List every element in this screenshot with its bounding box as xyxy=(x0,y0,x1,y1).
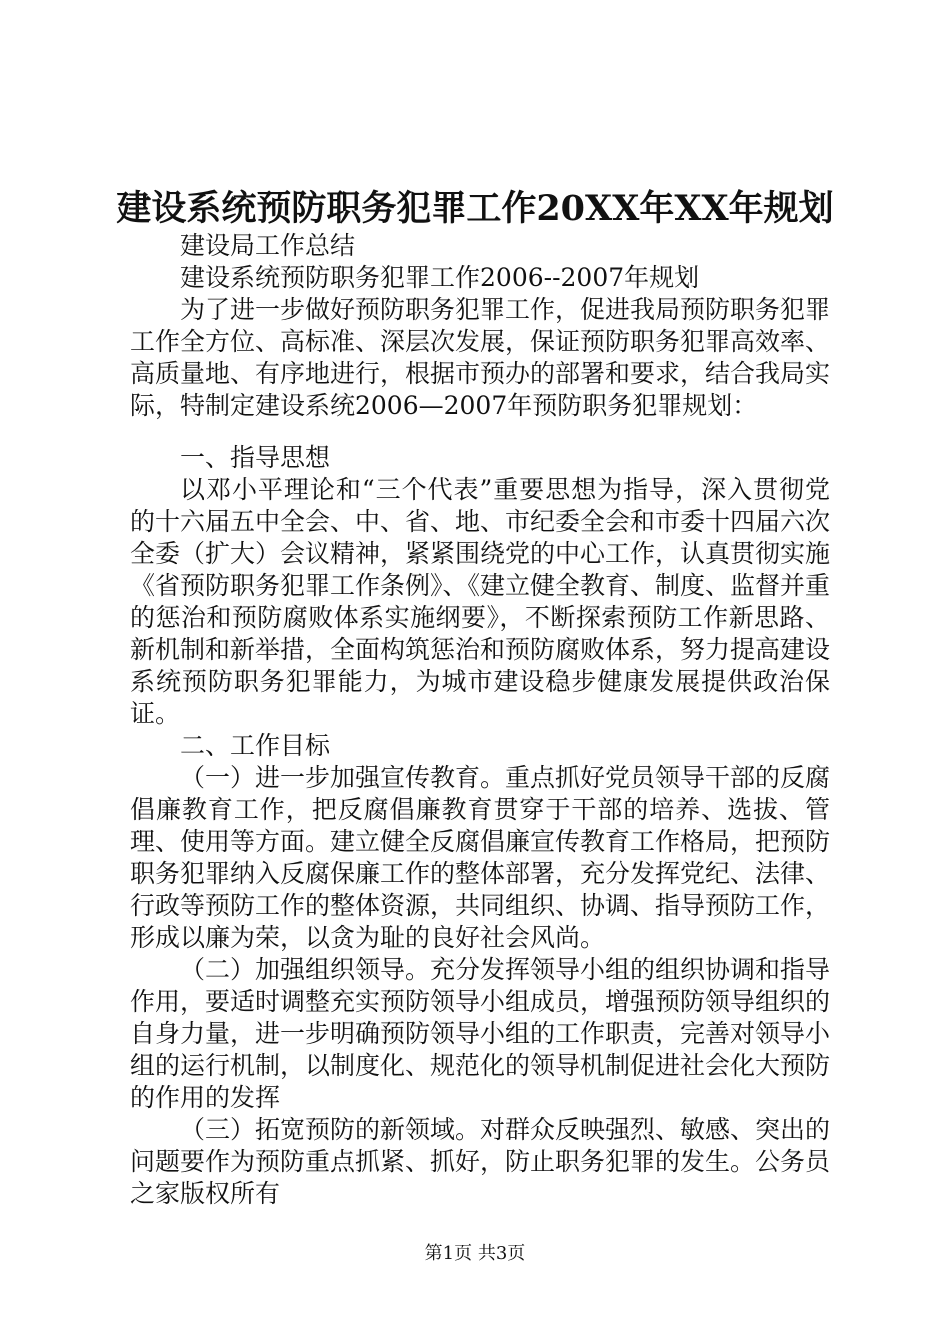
section-heading-work-goals: 二、工作目标 xyxy=(180,731,331,760)
goal-paragraph-3: （三）拓宽预防的新领域。对群众反映强烈、敏感、突出的问题要作为预防重点抓紧、抓好，防止职务犯罪的发生。公务员之家版权所有 xyxy=(130,1115,831,1208)
section-heading-guiding-thought: 一、指导思想 xyxy=(180,443,331,472)
subtitle-line: 建设局工作总结 xyxy=(180,231,356,260)
goal-paragraph-2: （二）加强组织领导。充分发挥领导小组的组织协调和指导作用，要适时调整充实预防领导小组成员，增强预防领导组织的自身力量，进一步明确预防领导小组的工作职责，完善对领导小组的运行机制，以制度化、规范化的领导机制促进社会化大预防的作用的发挥 xyxy=(130,955,831,1112)
intro-paragraph: 为了进一步做好预防职务犯罪工作，促进我局预防职务犯罪工作全方位、高标准、深层次发展，保证预防职务犯罪高效率、高质量地、有序地进行，根据市预办的部署和要求，结合我局实际，特制定建设系统2006—2007年预防职务犯罪规划： xyxy=(130,295,831,420)
document-title: 建设系统预防职务犯罪工作20XX年XX年规划 xyxy=(116,188,834,229)
goal-paragraph-1: （一）进一步加强宣传教育。重点抓好党员领导干部的反腐倡廉教育工作，把反腐倡廉教育贯穿于干部的培养、选拔、管理、使用等方面。建立健全反腐倡廉宣传教育工作格局，把预防职务犯罪纳入反腐保廉工作的整体部署，充分发挥党纪、法律、行政等预防工作的整体资源，共同组织、协调、指导预防工作，形成以廉为荣，以贪为耻的良好社会风尚。 xyxy=(130,763,831,952)
plan-heading-line: 建设系统预防职务犯罪工作2006--2007年规划 xyxy=(180,263,700,292)
document-body xyxy=(130,230,830,1210)
page-number-footer: 第1页 共3页 xyxy=(424,1243,526,1264)
guiding-thought-paragraph: 以邓小平理论和“三个代表”重要思想为指导，深入贯彻党的十六届五中全会、中、省、地、市纪委全会和市委十四届六次全委（扩大）会议精神，紧紧围绕党的中心工作，认真贯彻实施《省预防职务犯罪工作条例》、《建立健全教育、制度、监督并重的惩治和预防腐败体系实施纲要》，不断探索预防工作新思路、新机制和新举措，全面构筑惩治和预防腐败体系，努力提高建设系统预防职务犯罪能力，为城市建设稳步健康发展提供政治保证。 xyxy=(130,475,831,728)
paragraph-gap xyxy=(130,422,830,442)
